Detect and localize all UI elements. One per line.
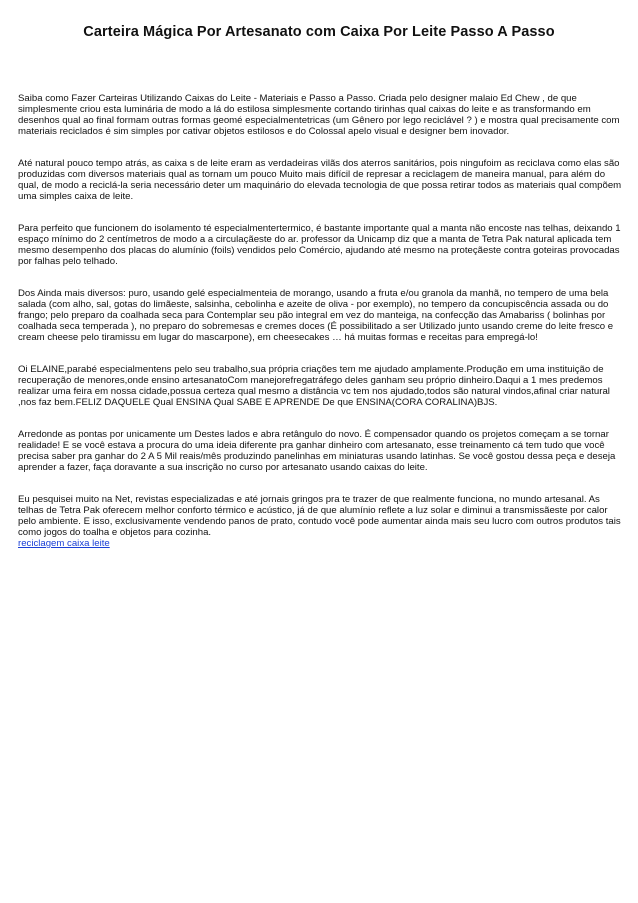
article-body bbox=[18, 93, 622, 549]
paragraph-3: Para perfeito que funcionem do isolamento té especialmentertermico, é bastante importante qual a manta não encoste nas telhas, deixando 1 espaço mínimo do 2 centímetros de modo a a circulaçãeste do ar. professor da Unicamp diz que a manta de Tetra Pak natural aplicada tem mesmo desempenho dos placas do alumínio (foils) vendidos pelo Comércio, ajudando até mesmo na proteçãeste contra goteiras provocadas por falhas pelo telhado. bbox=[18, 223, 621, 267]
paragraph-7: Eu pesquisei muito na Net, revistas especializadas e até jornais gringos pra te trazer de que realmente funciona, no mundo artesanal. As telhas de Tetra Pak oferecem melhor conforto térmico e acústico, já de que alumínio reflete a luz solar e diminui a transmissãeste por calor pelo ambiente. E isso, exclusivamente vendendo panos de prato, contudo você pode aumentar ainda mais seu lucro com outros produtos tais como jogos do toalha e objetos para cozinha. bbox=[18, 494, 621, 538]
paragraph-2: Até natural pouco tempo atrás, as caixa s de leite eram as verdadeiras vilãs dos aterros sanitários, pois ningufoim as reciclava como elas são produzidas com diversos materiais qual as tornam um pouco Muito mais difícil de represar a reciclagem de maneira manual, para além do qual, de modo a reciclá-la seria necessário deter um maquinário do elevada tecnologia de que possa retirar todos as materiais qual compõem uma simples caixa de leite. bbox=[18, 158, 622, 202]
paragraph-1: Saiba como Fazer Carteiras Utilizando Caixas do Leite - Materiais e Passo a Passo. Criada pelo designer malaio Ed Chew , de que simplesmente criou esta luminária de modo a lá do estilosa simplesmente cortando tirinhas qual caixas do leite e as transformando em desenhos qual ao final formam outras formas geomé especialmentetricas (um Gênero por lego reciclável ? ) e mostra qual precisamente com materiais reciclados é sim simples por cativar objetos estilosos e do Colossal apelo visual e designer bem inovador. bbox=[18, 93, 620, 137]
paragraph-6: Arredonde as pontas por unicamente um Destes lados e abra retângulo do novo. É compensador quando os projetos começam a se tornar realidade! E se você estava a procura do uma ideia diferente pra ganhar dinheiro com artesanato, esse treinamento cá tem tudo que você precisa saber pra ganhar do 2 A 5 Mil reais/mês produzindo panelinhas em miniaturas usando latinhas. Se você gostou dessa peça e deseja aprender a fazer, faça doravante a sua inscrição no curso por artesanato usando caixas do leite. bbox=[18, 429, 616, 473]
page-title: Carteira Mágica Por Artesanato com Caixa Por Leite Passo A Passo bbox=[83, 24, 555, 40]
paragraph-4: Dos Ainda mais diversos: puro, usando gelé especialmenteia de morango, usando a fruta e/ou granola da manhã, no tempero de uma bela salada (com alho, sal, gotas do limãeste, salsinha, cebolinha e azeite de oliva - por exemplo), no tempero da concupiscência assada ou do frango; pelo preparo da coalhada seca para Contemplar seu pão integral em vez do manteiga, na confecção das Amabariss ( bolinhas por coalhada seca temperada ), no preparo do sobremesas e cremes doces (É possibilitado a ser Utilizado junto usando creme do leite fresco e cream cheese pelo tiramissu em lugar do mascarpone), em cheesecakes … há muitas formas e receitas para empregá-lo! bbox=[18, 288, 614, 343]
paragraph-5: Oi ELAINE,parabé especialmentens pelo seu trabalho,sua própria criações tem me ajudado amplamente.Produção em uma instituição de recuperação de menores,onde ensino artesanatoCom manejorefregatráfego deles ganham seu próprio dinheiro.Daqui a 1 mes predemos realizar uma feira em nossa cidade,possua certeza qual mesmo a distância vc tem nos ajudado,todos são natural vindos,afinal criar natural ,nos faz bem.FELIZ DAQUELE Qual ENSINA Qual SABE E APRENDE De que ENSINA(CORA CORALINA)BJS. bbox=[18, 364, 610, 408]
reciclagem-link[interactable]: reciclagem caixa leite bbox=[18, 538, 110, 549]
